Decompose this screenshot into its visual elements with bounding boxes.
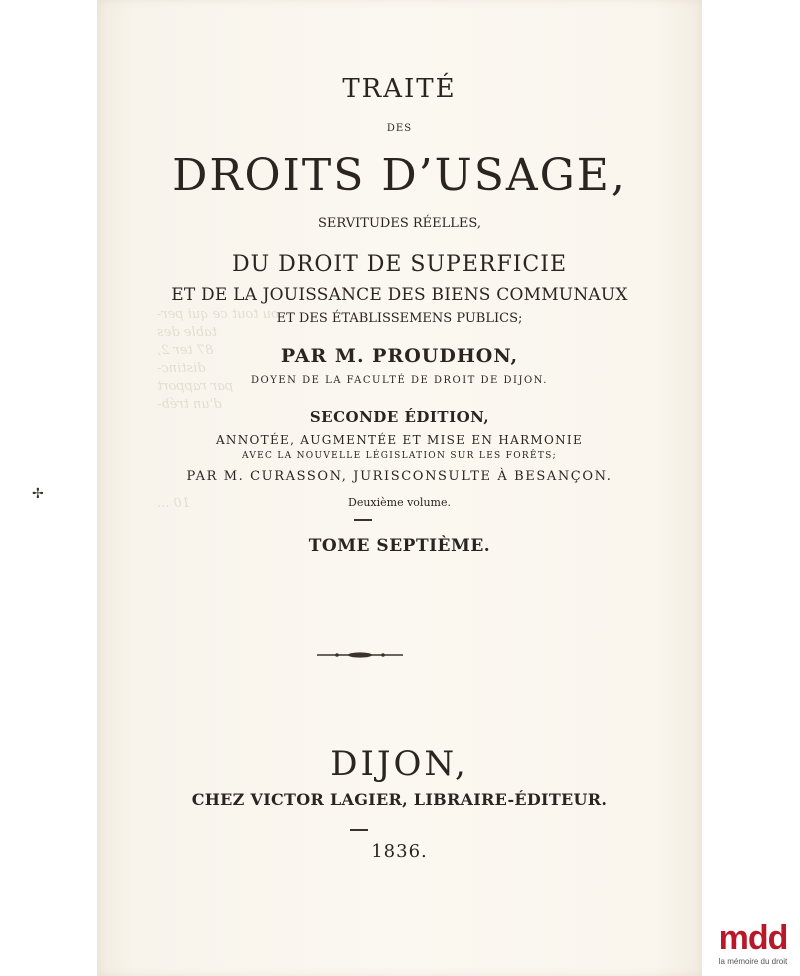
subtitle-line: ET DE LA JOUISSANCE DES BIENS COMMUNAUX bbox=[171, 285, 628, 305]
imprint-year: 1836. bbox=[371, 841, 428, 862]
edition-line: SECONDE ÉDITION, bbox=[309, 408, 490, 426]
bleed-through-text: 87 ter 2, bbox=[157, 343, 214, 358]
bleed-through-text: par rapport bbox=[157, 379, 234, 394]
author-title: DOYEN DE LA FACULTÉ DE DROIT DE DIJON. bbox=[251, 375, 548, 386]
subtitle-line: ET DES ÉTABLISSEMENS PUBLICS; bbox=[276, 311, 523, 326]
bleed-through-text: ou tout ce qui per- bbox=[157, 307, 279, 322]
subtitle-line: SERVITUDES RÉELLES, bbox=[318, 216, 481, 231]
bleed-through-text: table des bbox=[157, 325, 217, 340]
edition-note: ANNOTÉE, AUGMENTÉE ET MISE EN HARMONIE bbox=[215, 433, 584, 447]
volume-note: Deuxième volume. bbox=[348, 496, 451, 509]
book-title: TRAITÉ bbox=[342, 74, 457, 104]
author-line: PAR M. PROUDHON, bbox=[280, 345, 519, 367]
bleed-through-text: 10 ... bbox=[157, 496, 191, 511]
logo-tagline: la mémoire du droit bbox=[718, 957, 788, 966]
edition-note: AVEC LA NOUVELLE LÉGISLATION SUR LES FORÊTS; bbox=[242, 451, 557, 461]
tome-label: TOME SEPTIÈME. bbox=[308, 536, 491, 556]
imprint-publisher: CHEZ VICTOR LAGIER, LIBRAIRE-ÉDITEUR. bbox=[191, 790, 608, 809]
divider-rule bbox=[354, 519, 372, 521]
bleed-through-text: distinc- bbox=[157, 361, 206, 376]
bleed-through-text: d'un tréb- bbox=[157, 397, 222, 412]
margin-mark: ✢ bbox=[32, 486, 44, 502]
editor-line: PAR M. CURASSON, JURISCONSULTE À BESANÇON. bbox=[186, 469, 613, 484]
ornament-rule bbox=[315, 650, 405, 660]
mdd-logo bbox=[710, 920, 796, 972]
scanned-page bbox=[97, 0, 702, 976]
divider-rule bbox=[350, 829, 368, 831]
title-connector: DES bbox=[386, 123, 413, 134]
logo-wordmark: mdd bbox=[718, 919, 788, 957]
imprint-city: DIJON, bbox=[330, 744, 469, 784]
main-title: DROITS D’USAGE, bbox=[172, 150, 627, 201]
subtitle-line: DU DROIT DE SUPERFICIE bbox=[231, 252, 568, 277]
